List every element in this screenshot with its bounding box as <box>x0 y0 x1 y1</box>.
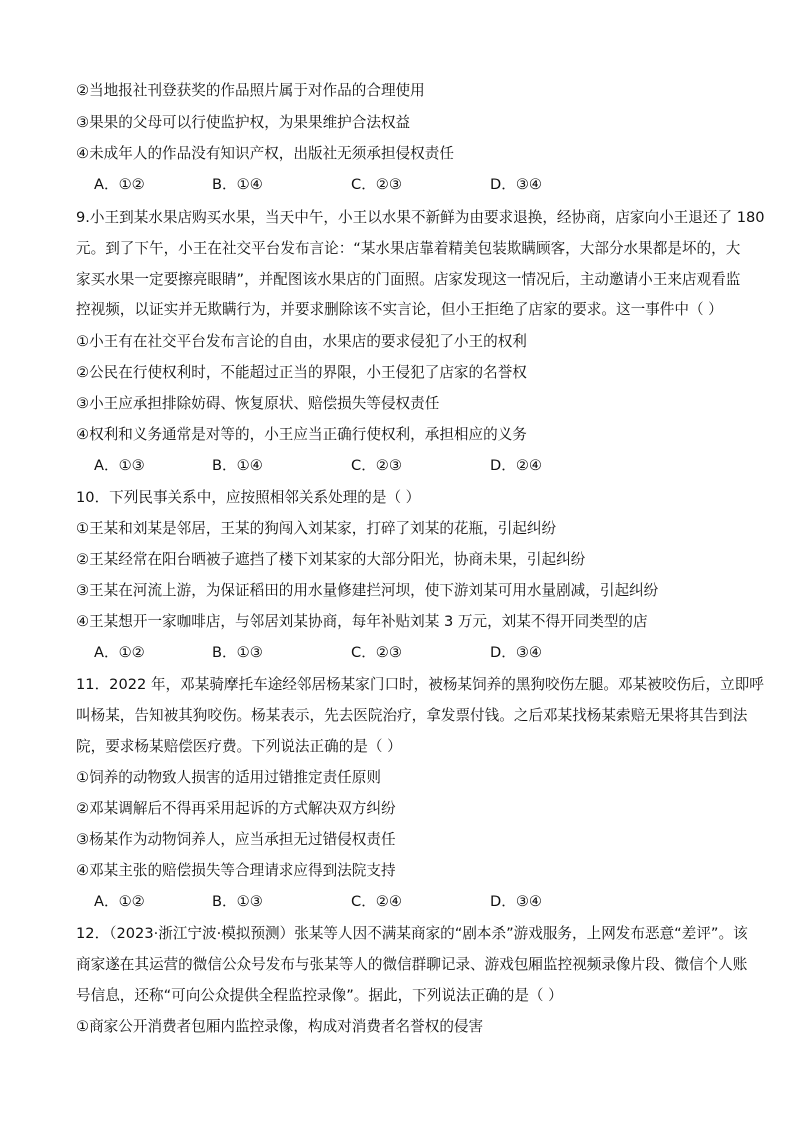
q9-stem-line: 9.小王到某水果店购买水果，当天中午，小王以水果不新鲜为由要求退换，经协商，店家向小王退还了 180 <box>76 209 765 226</box>
option-b[interactable]: B．①③ <box>212 644 263 661</box>
option-c[interactable]: C．②③ <box>351 644 402 661</box>
q12-statement: ①商家公开消费者包厢内监控录像，构成对消费者名誉权的侵害 <box>76 1018 484 1035</box>
option-b[interactable]: B．①④ <box>212 457 263 474</box>
option-d[interactable]: D．③④ <box>490 644 542 661</box>
q8-statement: ②当地报社刊登获奖的作品照片属于对作品的合理使用 <box>76 82 425 99</box>
q11-statement: ③杨某作为动物饲养人，应当承担无过错侵权责任 <box>76 831 396 848</box>
q9-stem-line: 家买水果一定要擦亮眼睛”，并配图该水果店的门面照。店家发现这一情况后，主动邀请小王来店观看监 <box>76 271 741 288</box>
q11-stem-line: 叫杨某，告知被其狗咬伤。杨某表示，先去医院治疗，拿发票付钱。之后邓某找杨某索赔无果将其告到法 <box>76 707 748 724</box>
q11-statement: ④邓某主张的赔偿损失等合理请求应得到法院支持 <box>76 862 396 879</box>
q10-stem-line: 10．下列民事关系中，应按照相邻关系处理的是（ ） <box>76 489 421 506</box>
q11-stem-line: 院，要求杨某赔偿医疗费。下列说法正确的是（ ） <box>76 738 402 755</box>
q9-stem-line: 元。到了下午，小王在社交平台发布言论：“某水果店靠着精美包装欺瞒顾客，大部分水果都是坏的，大 <box>76 240 741 257</box>
q9-statement: ①小王有在社交平台发布言论的自由，水果店的要求侵犯了小王的权利 <box>76 333 527 350</box>
q10-statement: ②王某经常在阳台晒被子遮挡了楼下刘某家的大部分阳光，协商未果，引起纠纷 <box>76 551 586 568</box>
q10-statement: ①王某和刘某是邻居，王某的狗闯入刘某家，打碎了刘某的花瓶，引起纠纷 <box>76 520 557 537</box>
option-d[interactable]: D．③④ <box>490 176 542 193</box>
option-a[interactable]: A．①② <box>94 644 145 661</box>
q8-statement: ④未成年人的作品没有知识产权，出版社无须承担侵权责任 <box>76 145 454 162</box>
q10-statement: ④王某想开一家咖啡店，与邻居刘某协商，每年补贴刘某 3 万元，刘某不得开同类型的店 <box>76 613 648 630</box>
q12-stem-line: 商家遂在其运营的微信公众号发布与张某等人的微信群聊记录、游戏包厢监控视频录像片段、微信个人账 <box>76 956 748 973</box>
q11-stem-line: 11．2022 年，邓某骑摩托车途经邻居杨某家门口时，被杨某饲养的黑狗咬伤左腿。邓某被咬伤后，立即呼 <box>76 676 764 693</box>
option-c[interactable]: C．②③ <box>351 176 402 193</box>
option-a[interactable]: A．①② <box>94 893 145 910</box>
option-d[interactable]: D．③④ <box>490 893 542 910</box>
option-a[interactable]: A．①② <box>94 176 145 193</box>
q8-statement: ③果果的父母可以行使监护权，为果果维护合法权益 <box>76 114 411 131</box>
q12-stem-line: 号信息，还称“可向公众提供全程监控录像”。据此，下列说法正确的是（ ） <box>76 987 563 1004</box>
option-d[interactable]: D．②④ <box>490 457 542 474</box>
q9-stem-line: 控视频，以证实并无欺瞒行为，并要求删除该不实言论，但小王拒绝了店家的要求。这一事件中（ ） <box>76 301 723 318</box>
q12-stem-line: 12．（2023·浙江宁波·模拟预测）张某等人因不满某商家的“剧本杀”游戏服务，上网发布恶意“差评”。该 <box>76 925 748 942</box>
option-c[interactable]: C．②④ <box>351 893 402 910</box>
q9-statement: ④权利和义务通常是对等的，小王应当正确行使权利，承担相应的义务 <box>76 426 527 443</box>
q10-statement: ③王某在河流上游，为保证稻田的用水量修建拦河坝，使下游刘某可用水量剧减，引起纠纷 <box>76 582 659 599</box>
option-c[interactable]: C．②③ <box>351 457 402 474</box>
q9-statement: ③小王应承担排除妨碍、恢复原状、赔偿损失等侵权责任 <box>76 395 440 412</box>
q9-statement: ②公民在行使权利时，不能超过正当的界限，小王侵犯了店家的名誉权 <box>76 364 527 381</box>
q11-statement: ②邓某调解后不得再采用起诉的方式解决双方纠纷 <box>76 800 396 817</box>
option-b[interactable]: B．①④ <box>212 176 263 193</box>
option-b[interactable]: B．①③ <box>212 893 263 910</box>
option-a[interactable]: A．①③ <box>94 457 145 474</box>
q11-statement: ①饲养的动物致人损害的适用过错推定责任原则 <box>76 769 381 786</box>
